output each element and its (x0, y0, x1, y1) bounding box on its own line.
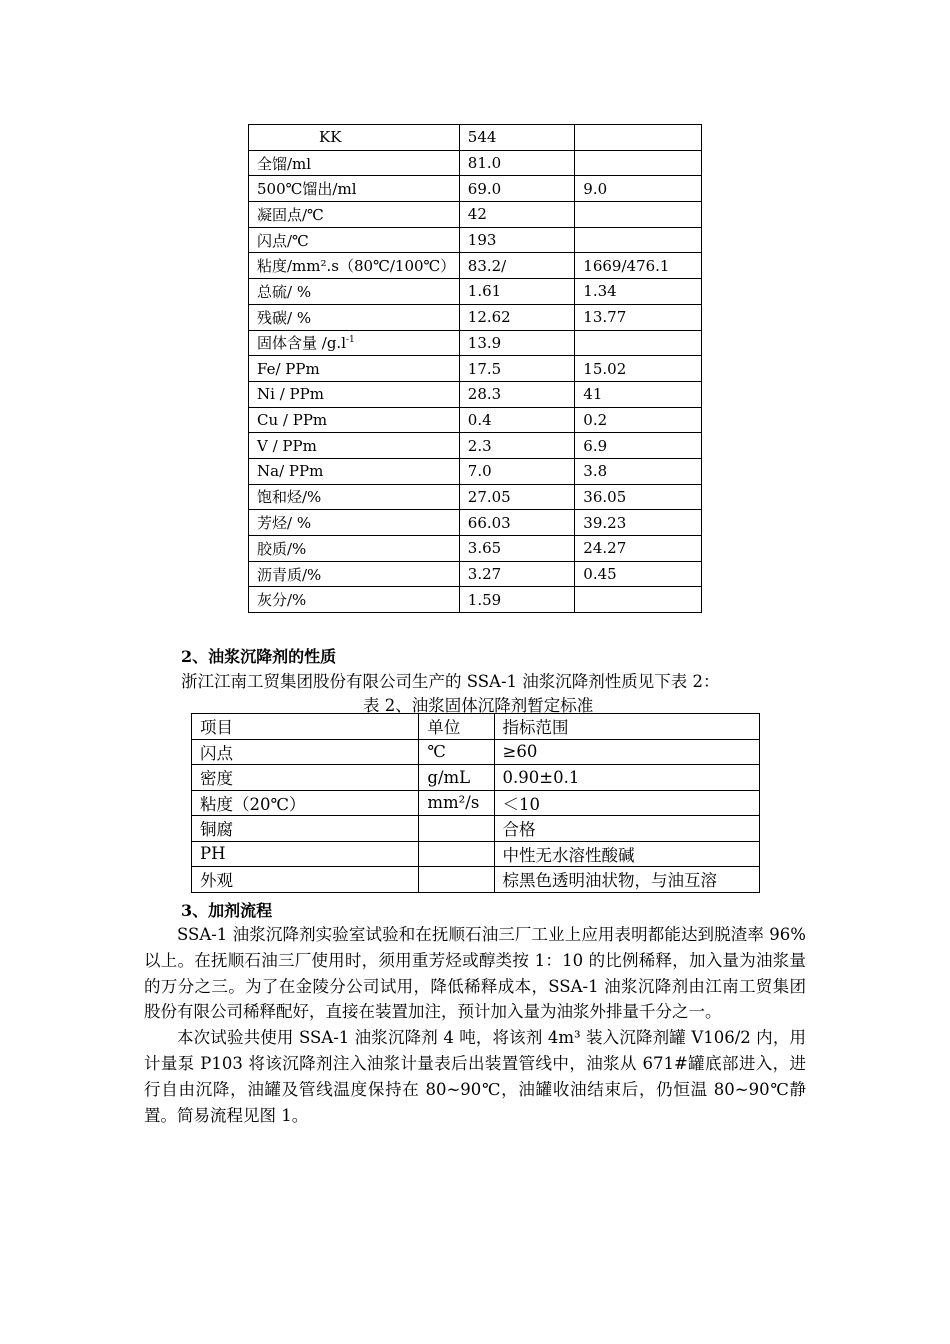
table-cell: 9.0 (575, 176, 702, 202)
table-cell: 193 (459, 227, 575, 253)
table-row (249, 484, 702, 510)
table-cell: 凝固点/℃ (249, 202, 460, 228)
table-cell: ＜10 (494, 790, 759, 816)
table-cell: 12.62 (459, 304, 575, 330)
table-cell: 28.3 (459, 381, 575, 407)
section-3-body (144, 922, 806, 1128)
table-cell: Cu / PPm (249, 407, 460, 433)
table-cell: PH (192, 841, 419, 867)
table-cell: 闪点/℃ (249, 227, 460, 253)
table-cell: 3.65 (459, 536, 575, 562)
table-row (249, 458, 702, 484)
table-row (249, 381, 702, 407)
paragraph-2: 本次试验共使用 SSA-1 油浆沉降剂 4 吨，将该剂 4m³ 装入沉降剂罐 V106/2 内，用计量泵 P103 将该沉降剂注入油浆计量表后出装置管线中，油浆从 671#罐底部进入，进行自由沉降，油罐及管线温度保持在 80~90℃，油罐收油结束后，仍恒温 80~90℃静置。简易流程见图 1。 (144, 1028, 806, 1125)
table-cell (575, 125, 702, 151)
settling-agent-standard-table (191, 713, 760, 893)
table-cell: 1.61 (459, 279, 575, 305)
table-cell: 3.8 (575, 458, 702, 484)
table-cell: KK (249, 125, 460, 151)
section-3-heading: 3、加剂流程 (181, 901, 273, 920)
table-row (192, 790, 760, 816)
table-row (249, 356, 702, 382)
table-cell (575, 202, 702, 228)
crude-properties-table (248, 124, 702, 613)
table-row (249, 433, 702, 459)
table-cell: 芳烃/ % (249, 510, 460, 536)
table-cell: 24.27 (575, 536, 702, 562)
table-row (249, 125, 702, 151)
table-cell: 饱和烃/% (249, 484, 460, 510)
table-cell: 2.3 (459, 433, 575, 459)
table-header-cell: 指标范围 (494, 714, 759, 740)
table-cell: 粘度/mm².s（80℃/100℃） (249, 253, 460, 279)
table-header-cell: 单位 (419, 714, 494, 740)
table-row (249, 561, 702, 587)
table-cell: 17.5 (459, 356, 575, 382)
table-cell (575, 150, 702, 176)
table-cell: 0.2 (575, 407, 702, 433)
table-cell (419, 816, 494, 842)
table-row (249, 536, 702, 562)
table-cell: 铜腐 (192, 816, 419, 842)
table-cell: 0.4 (459, 407, 575, 433)
table-cell: 沥青质/% (249, 561, 460, 587)
table-cell: Fe/ PPm (249, 356, 460, 382)
table-row (249, 407, 702, 433)
table-cell: 39.23 (575, 510, 702, 536)
unit-exponent: -1 (346, 335, 355, 346)
table-cell (575, 227, 702, 253)
table-cell: 闪点 (192, 739, 419, 765)
table-cell: 81.0 (459, 150, 575, 176)
table-row (249, 587, 702, 613)
table-cell: 13.9 (459, 330, 575, 356)
table-cell: 1.34 (575, 279, 702, 305)
table-cell: 15.02 (575, 356, 702, 382)
table-cell: mm²/s (419, 790, 494, 816)
table-row (192, 867, 760, 893)
table-cell: 6.9 (575, 433, 702, 459)
table-cell: 固体含量 $/g.l^{-1}$ (249, 330, 460, 356)
table-row (249, 304, 702, 330)
table-row (192, 765, 760, 791)
section-2-heading: 2、油浆沉降剂的性质 (181, 647, 337, 666)
table-header-row (192, 714, 760, 740)
table-cell: 500℃馏出/ml (249, 176, 460, 202)
table-header-cell: 项目 (192, 714, 419, 740)
table-row (192, 841, 760, 867)
table-cell: 69.0 (459, 176, 575, 202)
table-cell: 7.0 (459, 458, 575, 484)
table-cell: 总硫/ % (249, 279, 460, 305)
table-cell (575, 330, 702, 356)
paragraph-1: SSA-1 油浆沉降剂实验室试验和在抚顺石油三厂工业上应用表明都能达到脱渣率 96%以上。在抚顺石油三厂使用时，须用重芳烃或醇类按 1：10 的比例稀释，加入量为油浆量的万分之三。为了在金陵分公司试用，降低稀释成本，SSA-1 油浆沉降剂由江南工贸集团股份有限公司稀释配好，直接在装置加注，预计加入量为油浆外排量千分之一。 (144, 925, 806, 1022)
table-2-caption: 表 2、油浆固体沉降剂暂定标准 (363, 696, 594, 715)
table-cell: g/mL (419, 765, 494, 791)
table-cell: 66.03 (459, 510, 575, 536)
table-cell: 全馏/ml (249, 150, 460, 176)
table-cell (419, 867, 494, 893)
table-row (249, 330, 702, 356)
table-cell: 胶质/% (249, 536, 460, 562)
table-cell: 密度 (192, 765, 419, 791)
table-row (192, 816, 760, 842)
table-cell: 粘度（20℃） (192, 790, 419, 816)
table-cell: 1669/476.1 (575, 253, 702, 279)
table-cell (575, 587, 702, 613)
table-cell: V / PPm (249, 433, 460, 459)
table-cell: 83.2/ (459, 253, 575, 279)
table-cell: 残碳/ % (249, 304, 460, 330)
table-cell: 外观 (192, 867, 419, 893)
table-row (249, 150, 702, 176)
table-cell: ℃ (419, 739, 494, 765)
table-cell: 0.90±0.1 (494, 765, 759, 791)
table-row (249, 227, 702, 253)
table-row (192, 739, 760, 765)
table-cell: 544 (459, 125, 575, 151)
table-cell: ≥60 (494, 739, 759, 765)
table-cell: 3.27 (459, 561, 575, 587)
table-cell: 42 (459, 202, 575, 228)
table-cell: Na/ PPm (249, 458, 460, 484)
table-cell: 1.59 (459, 587, 575, 613)
table-cell (419, 841, 494, 867)
table-row (249, 253, 702, 279)
table-cell: 合格 (494, 816, 759, 842)
table-row (249, 176, 702, 202)
table-cell: 灰分/% (249, 587, 460, 613)
table-cell: 13.77 (575, 304, 702, 330)
table-cell: 41 (575, 381, 702, 407)
table-cell: 0.45 (575, 561, 702, 587)
table-row (249, 279, 702, 305)
table-cell: 27.05 (459, 484, 575, 510)
table-row (249, 202, 702, 228)
table-cell: 中性无水溶性酸碱 (494, 841, 759, 867)
table-cell: 棕黑色透明油状物，与油互溶 (494, 867, 759, 893)
table-row (249, 510, 702, 536)
section-2-intro: 浙江江南工贸集团股份有限公司生产的 SSA-1 油浆沉降剂性质见下表 2： (181, 672, 720, 691)
table-cell: Ni / PPm (249, 381, 460, 407)
table-cell: 36.05 (575, 484, 702, 510)
